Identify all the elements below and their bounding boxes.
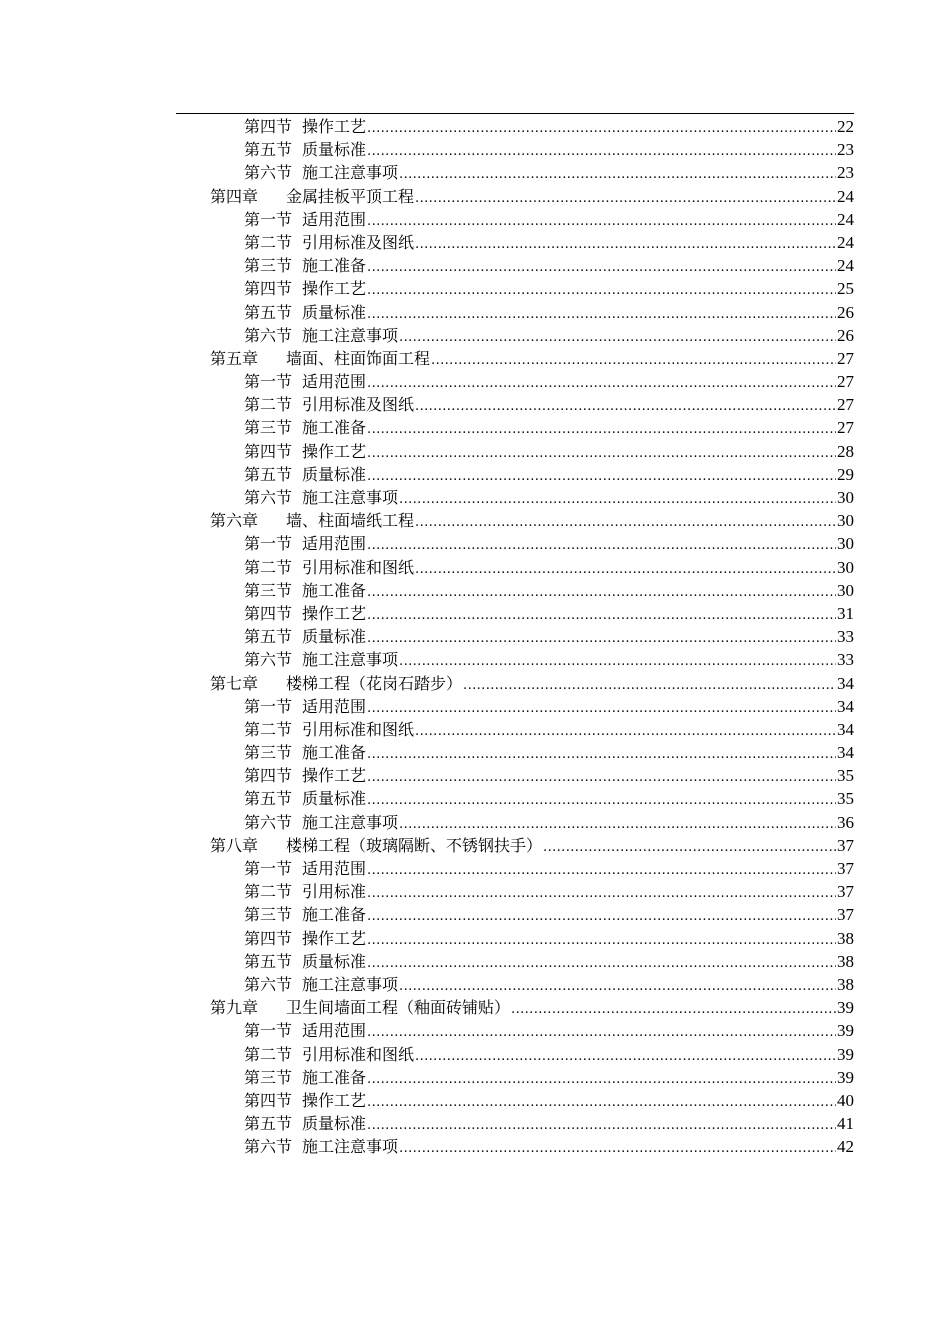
toc-entry-title: 施工准备 — [302, 580, 367, 600]
toc-page-number: 27 — [837, 348, 854, 368]
toc-section-entry[interactable] — [176, 208, 854, 231]
toc-page-number: 24 — [837, 209, 854, 229]
toc-section-entry[interactable] — [176, 440, 854, 463]
toc-section-entry[interactable] — [176, 880, 854, 903]
toc-page-number: 39 — [837, 1067, 854, 1087]
dot-leader — [367, 279, 836, 302]
dot-leader — [367, 256, 836, 279]
toc-entry-number: 第八章 — [210, 835, 259, 855]
toc-entry-number: 第五节 — [244, 951, 293, 971]
toc-entry-number: 第二节 — [244, 232, 293, 252]
toc-entry-title: 墙、柱面墙纸工程 — [286, 511, 415, 531]
header-rule — [176, 113, 854, 114]
toc-page-number: 40 — [837, 1090, 854, 1110]
toc-entry-title: 楼梯工程（花岗石踏步） — [286, 673, 463, 693]
toc-page-number: 38 — [837, 928, 854, 948]
toc-page-number: 38 — [837, 974, 854, 994]
toc-entry-number: 第五章 — [210, 348, 259, 368]
toc-chapter-entry[interactable] — [176, 347, 854, 370]
toc-section-entry[interactable] — [176, 463, 854, 486]
toc-entry-title: 楼梯工程（玻璃隔断、不锈钢扶手） — [286, 835, 543, 855]
toc-entry-title: 质量标准 — [302, 789, 367, 809]
toc-entry-number: 第四节 — [244, 603, 293, 623]
toc-entry-title: 引用标准和图纸 — [302, 1044, 415, 1064]
toc-page-number: 37 — [837, 882, 854, 902]
toc-page-number: 27 — [837, 372, 854, 392]
toc-entry-number: 第四节 — [244, 117, 293, 136]
toc-entry-title: 卫生间墙面工程（釉面砖铺贴） — [286, 998, 511, 1018]
toc-entry-title: 适用范围 — [302, 859, 367, 878]
table-of-contents — [176, 115, 854, 1158]
toc-entry-number: 第二节 — [244, 882, 293, 902]
dot-leader — [367, 1114, 836, 1137]
toc-page-number: 24 — [837, 256, 854, 276]
toc-entry-title: 施工注意事项 — [302, 974, 399, 994]
toc-page-number: 30 — [837, 580, 854, 600]
toc-page-number: 41 — [837, 1114, 854, 1134]
toc-entry-title: 引用标准及图纸 — [302, 395, 415, 415]
toc-entry-title: 适用范围 — [302, 209, 367, 229]
toc-page-number: 34 — [837, 743, 854, 763]
toc-entry-number: 第四节 — [244, 441, 293, 461]
dot-leader — [367, 372, 836, 395]
toc-entry-title: 施工注意事项 — [302, 488, 399, 507]
toc-entry-title: 适用范围 — [302, 372, 367, 392]
dot-leader — [415, 187, 836, 210]
dot-leader — [463, 674, 836, 697]
toc-page-number: 35 — [837, 766, 854, 786]
dot-leader — [367, 1021, 836, 1044]
toc-entry-number: 第一节 — [244, 534, 293, 554]
toc-page-number: 29 — [837, 464, 854, 484]
toc-entry-number: 第二节 — [244, 557, 293, 577]
toc-entry-number: 第二节 — [244, 395, 293, 415]
dot-leader — [367, 210, 836, 233]
toc-section-entry[interactable] — [176, 416, 854, 439]
toc-entry-title: 适用范围 — [302, 696, 367, 716]
toc-section-entry[interactable] — [176, 648, 854, 671]
toc-section-entry[interactable] — [176, 532, 854, 555]
toc-section-entry[interactable] — [176, 138, 854, 161]
toc-page-number: 30 — [837, 488, 854, 507]
dot-leader — [367, 442, 836, 465]
toc-section-entry[interactable] — [176, 254, 854, 277]
toc-section-entry[interactable] — [176, 370, 854, 393]
toc-entry-title: 操作工艺 — [302, 766, 367, 786]
dot-leader — [367, 859, 836, 882]
dot-leader — [367, 905, 836, 928]
toc-section-entry[interactable] — [176, 301, 854, 324]
toc-entry-title: 适用范围 — [302, 534, 367, 554]
toc-section-entry[interactable] — [176, 324, 854, 347]
dot-leader — [399, 813, 836, 836]
toc-entry-number: 第三节 — [244, 580, 293, 600]
toc-section-entry[interactable] — [176, 718, 854, 741]
dot-leader — [399, 488, 836, 511]
toc-entry-number: 第七章 — [210, 673, 259, 693]
toc-entry-number: 第五节 — [244, 627, 293, 647]
toc-entry-number: 第四节 — [244, 279, 293, 299]
toc-section-entry[interactable] — [176, 277, 854, 300]
toc-entry-number: 第三节 — [244, 743, 293, 763]
toc-page-number: 39 — [837, 998, 854, 1018]
toc-entry-title: 操作工艺 — [302, 117, 367, 136]
toc-entry-number: 第五节 — [244, 302, 293, 322]
toc-entry-title: 施工注意事项 — [302, 812, 399, 832]
toc-entry-title: 操作工艺 — [302, 1090, 367, 1110]
toc-page-number: 38 — [837, 951, 854, 971]
toc-page-number: 24 — [837, 186, 854, 206]
toc-entry-title: 墙面、柱面饰面工程 — [286, 348, 431, 368]
toc-section-entry[interactable] — [176, 161, 854, 184]
toc-entry-title: 施工准备 — [302, 418, 367, 438]
toc-page-number: 37 — [837, 835, 854, 855]
toc-entry-title: 操作工艺 — [302, 928, 367, 948]
toc-entry-title: 质量标准 — [302, 302, 367, 322]
toc-page-number: 36 — [837, 812, 854, 832]
dot-leader — [415, 1045, 836, 1068]
toc-page-number: 37 — [837, 859, 854, 878]
toc-entry-number: 第一节 — [244, 696, 293, 716]
toc-entry-title: 施工准备 — [302, 256, 367, 276]
toc-entry-title: 质量标准 — [302, 951, 367, 971]
toc-section-entry[interactable] — [176, 1089, 854, 1112]
dot-leader — [367, 140, 836, 163]
dot-leader — [367, 581, 836, 604]
toc-section-entry[interactable] — [176, 231, 854, 254]
dot-leader — [367, 766, 836, 789]
dot-leader — [367, 929, 836, 952]
toc-entry-number: 第一节 — [244, 1021, 293, 1041]
toc-chapter-entry[interactable] — [176, 509, 854, 532]
dot-leader — [367, 627, 836, 650]
dot-leader — [543, 836, 836, 859]
toc-entry-number: 第四章 — [210, 186, 259, 206]
dot-leader — [399, 650, 836, 673]
toc-entry-number: 第五节 — [244, 464, 293, 484]
toc-entry-title: 引用标准和图纸 — [302, 719, 415, 739]
toc-section-entry[interactable] — [176, 857, 854, 880]
toc-page-number: 42 — [837, 1137, 854, 1157]
toc-entry-title: 操作工艺 — [302, 279, 367, 299]
toc-page-number: 30 — [837, 511, 854, 531]
toc-section-entry[interactable] — [176, 1019, 854, 1042]
toc-section-entry[interactable] — [176, 1135, 854, 1158]
dot-leader — [511, 998, 836, 1021]
dot-leader — [415, 511, 836, 534]
toc-entry-number: 第一节 — [244, 372, 293, 392]
dot-leader — [415, 395, 836, 418]
toc-page-number: 28 — [837, 441, 854, 461]
toc-entry-title: 施工准备 — [302, 1067, 367, 1087]
toc-page-number: 39 — [837, 1021, 854, 1041]
toc-entry-title: 操作工艺 — [302, 603, 367, 623]
toc-page-number: 34 — [837, 696, 854, 716]
dot-leader — [367, 418, 836, 441]
dot-leader — [367, 743, 836, 766]
dot-leader — [415, 558, 836, 581]
toc-section-entry[interactable] — [176, 811, 854, 834]
dot-leader — [367, 697, 836, 720]
toc-section-entry[interactable] — [176, 579, 854, 602]
toc-entry-number: 第三节 — [244, 418, 293, 438]
toc-entry-title: 质量标准 — [302, 1114, 367, 1134]
toc-entry-title: 质量标准 — [302, 140, 367, 160]
toc-section-entry[interactable] — [176, 1066, 854, 1089]
toc-page-number: 26 — [837, 325, 854, 345]
toc-section-entry[interactable] — [176, 393, 854, 416]
toc-entry-number: 第六章 — [210, 511, 259, 531]
toc-section-entry[interactable] — [176, 973, 854, 996]
toc-entry-number: 第六节 — [244, 650, 293, 670]
toc-page-number: 34 — [837, 719, 854, 739]
toc-entry-title: 适用范围 — [302, 1021, 367, 1041]
toc-entry-title: 施工注意事项 — [302, 650, 399, 670]
toc-page-number: 22 — [837, 117, 854, 136]
dot-leader — [367, 303, 836, 326]
toc-page-number: 30 — [837, 534, 854, 554]
dot-leader — [399, 1137, 836, 1160]
toc-section-entry[interactable] — [176, 950, 854, 973]
toc-entry-number: 第三节 — [244, 905, 293, 925]
toc-section-entry[interactable] — [176, 1112, 854, 1135]
toc-page-number: 35 — [837, 789, 854, 809]
toc-entry-number: 第五节 — [244, 789, 293, 809]
toc-page-number: 33 — [837, 650, 854, 670]
dot-leader — [367, 465, 836, 488]
toc-entry-number: 第六节 — [244, 1137, 293, 1157]
toc-entry-number: 第四节 — [244, 766, 293, 786]
toc-entry-title: 引用标准 — [302, 882, 367, 902]
toc-entry-number: 第三节 — [244, 1067, 293, 1087]
dot-leader — [431, 349, 836, 372]
toc-section-entry[interactable] — [176, 695, 854, 718]
toc-chapter-entry[interactable] — [176, 672, 854, 695]
toc-section-entry[interactable] — [176, 486, 854, 509]
dot-leader — [415, 720, 836, 743]
toc-entry-title: 施工准备 — [302, 743, 367, 763]
dot-leader — [367, 534, 836, 557]
toc-entry-title: 施工注意事项 — [302, 163, 399, 183]
toc-entry-number: 第六节 — [244, 974, 293, 994]
toc-page-number: 27 — [837, 395, 854, 415]
toc-page-number: 30 — [837, 557, 854, 577]
toc-entry-number: 第五节 — [244, 140, 293, 160]
toc-entry-number: 第五节 — [244, 1114, 293, 1134]
toc-section-entry[interactable] — [176, 787, 854, 810]
toc-entry-title: 施工注意事项 — [302, 325, 399, 345]
toc-page-number: 31 — [837, 603, 854, 623]
toc-entry-title: 引用标准和图纸 — [302, 557, 415, 577]
dot-leader — [367, 789, 836, 812]
toc-entry-title: 施工注意事项 — [302, 1137, 399, 1157]
toc-page-number: 25 — [837, 279, 854, 299]
toc-entry-title: 质量标准 — [302, 627, 367, 647]
toc-chapter-entry[interactable] — [176, 996, 854, 1019]
toc-page-number: 24 — [837, 232, 854, 252]
toc-page-number: 37 — [837, 905, 854, 925]
toc-page-number: 26 — [837, 302, 854, 322]
toc-entry-number: 第四节 — [244, 1090, 293, 1110]
toc-page-number: 23 — [837, 140, 854, 160]
toc-page-number: 27 — [837, 418, 854, 438]
toc-entry-title: 施工准备 — [302, 905, 367, 925]
toc-entry-title: 质量标准 — [302, 464, 367, 484]
toc-section-entry[interactable] — [176, 625, 854, 648]
toc-entry-number: 第一节 — [244, 859, 293, 878]
toc-page-number: 33 — [837, 627, 854, 647]
toc-chapter-entry[interactable] — [176, 834, 854, 857]
toc-section-entry[interactable] — [176, 556, 854, 579]
dot-leader — [415, 233, 836, 256]
toc-entry-number: 第四节 — [244, 928, 293, 948]
toc-page-number: 39 — [837, 1044, 854, 1064]
toc-entry-title: 操作工艺 — [302, 441, 367, 461]
toc-section-entry[interactable] — [176, 927, 854, 950]
toc-section-entry[interactable] — [176, 1043, 854, 1066]
toc-entry-number: 第六节 — [244, 325, 293, 345]
toc-section-entry[interactable] — [176, 903, 854, 926]
dot-leader — [367, 952, 836, 975]
toc-entry-number: 第二节 — [244, 719, 293, 739]
toc-entry-number: 第一节 — [244, 209, 293, 229]
dot-leader — [367, 604, 836, 627]
toc-entry-number: 第六节 — [244, 488, 293, 507]
toc-page-number: 23 — [837, 163, 854, 183]
dot-leader — [367, 1068, 836, 1091]
toc-section-entry[interactable] — [176, 741, 854, 764]
toc-chapter-entry[interactable] — [176, 185, 854, 208]
dot-leader — [399, 163, 836, 186]
toc-entry-title: 金属挂板平顶工程 — [286, 186, 415, 206]
toc-entry-number: 第三节 — [244, 256, 293, 276]
dot-leader — [399, 326, 836, 349]
toc-entry-number: 第二节 — [244, 1044, 293, 1064]
dot-leader — [367, 1091, 836, 1114]
toc-entry-number: 第九章 — [210, 998, 259, 1018]
toc-section-entry[interactable] — [176, 115, 854, 138]
toc-section-entry[interactable] — [176, 602, 854, 625]
toc-page-number: 34 — [837, 673, 854, 693]
toc-section-entry[interactable] — [176, 764, 854, 787]
toc-entry-title: 引用标准及图纸 — [302, 232, 415, 252]
dot-leader — [367, 117, 836, 140]
toc-entry-number: 第六节 — [244, 163, 293, 183]
toc-entry-number: 第六节 — [244, 812, 293, 832]
dot-leader — [367, 882, 836, 905]
dot-leader — [399, 975, 836, 998]
